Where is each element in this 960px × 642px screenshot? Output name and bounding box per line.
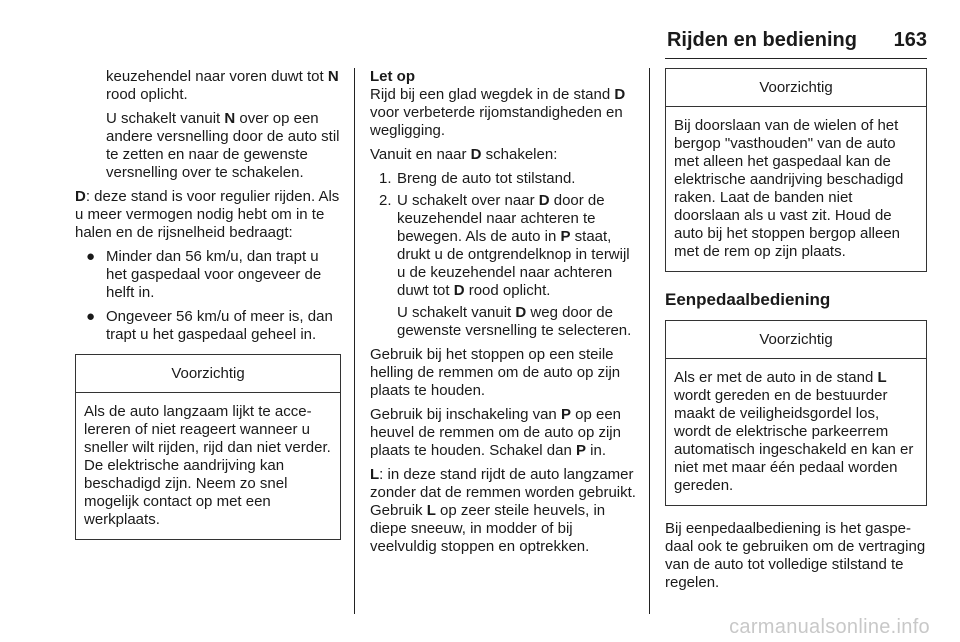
caution-body: Bij doorslaan van de wielen of het bergop "vasthouden" van de auto met alleen het gaspedaal kan de elektrische aandrijving beschadigd raken. Laat de banden niet doorslaan als u vast zit. Houd de auto bij het stoppen bergop alleen met de rem op zijn plaats. xyxy=(674,117,904,260)
column-1 xyxy=(75,68,341,550)
column-2 xyxy=(370,68,636,562)
shift-steps xyxy=(370,170,636,300)
list-item: ● Minder dan 56 km/u, dan trapt u het gaspedaal voor ongeveer de helft in. xyxy=(86,248,322,301)
column-divider-2 xyxy=(649,68,650,614)
page-header xyxy=(0,22,960,62)
steep-hill-paragraph: Gebruik bij het stoppen op een steile helling de remmen om de auto op zijn plaats te houden. xyxy=(370,346,621,399)
caution-title: Voorzichtig xyxy=(666,69,926,107)
bullet-icon: ● xyxy=(86,248,96,265)
page-number: 163 xyxy=(893,29,927,51)
caution-box xyxy=(665,68,927,272)
section-title: Rijden en bediening xyxy=(666,29,857,51)
switch-from-d-paragraph: U schakelt vanuit D weg door de gewenste versnelling te selecteren. xyxy=(397,304,632,339)
shift-intro: Vanuit en naar D schakelen: xyxy=(370,146,558,163)
continued-paragraph: keuzehendel naar voren duwt tot N rood oplicht. xyxy=(106,68,339,103)
list-item: 1. Breng de auto tot stilstand. xyxy=(379,170,576,187)
header-rule xyxy=(665,58,927,59)
column-3 xyxy=(665,68,927,598)
d-mode-paragraph: D: deze stand is voor regulier rijden. Als u meer vermogen nodig hebt om in te halen en de rijsnelheid bedraagt: xyxy=(75,188,340,241)
l-mode-paragraph: L: in deze stand rijdt de auto langzamer zonder dat de remmen worden gebruikt. Gebruik L op zeer steile heuvels, in diepe sneeuw, in modder of bij veelvuldig stoppen en optrekken. xyxy=(370,466,636,555)
list-item: 2. U schakelt over naar D door de keuzehendel naar achteren te bewegen. Als de auto in P staat, drukt u de ontgrendelknop in terwijl u de keuzehendel naar achteren duwt tot D rood oplicht. xyxy=(379,192,630,299)
one-pedal-paragraph: Bij eenpedaalbediening is het gaspedaal ook te gebruiken om de vertraging van de auto tot volledige stilstand te regelen. xyxy=(665,520,926,591)
section-heading: Eenpedaalbediening xyxy=(665,290,831,309)
caution-box xyxy=(75,354,341,540)
bullet-icon: ● xyxy=(86,308,96,325)
speed-bullet-list xyxy=(75,248,341,344)
caution-title: Voorzichtig xyxy=(76,355,340,393)
note-label: Let op xyxy=(370,68,415,85)
caution-body: Als er met de auto in de stand L wordt gereden en de bestuurder maakt de veiligheidsgordel los, wordt de elektrische parkeerrem automatisch ingeschakeld en kan er niet met maar één pedaal worden gereden. xyxy=(674,369,914,494)
note-paragraph: Rijd bij een glad wegdek in de stand D voor verbeterde rijomstandigheden en wegligging. xyxy=(370,86,626,139)
switch-from-n-paragraph: U schakelt vanuit N over op een andere versnelling door de auto stil te zetten en naar de gewenste versnelling over te schakelen. xyxy=(106,110,340,181)
watermark-text: carmanualsonline.info xyxy=(729,616,930,638)
park-on-hill-paragraph: Gebruik bij inschakeling van P op een heuvel de remmen om de auto op zijn plaats te houden. Schakel dan P in. xyxy=(370,406,621,459)
caution-body: Als de auto langzaam lijkt te accelereren of niet reageert wanneer u sneller wilt rijden, rijd dan niet verder. De elektrische aandrijving kan beschadigd zijn. Neem zo snel mogelijk contact op met een werkplaats. xyxy=(84,403,331,528)
caution-title: Voorzichtig xyxy=(666,321,926,359)
column-divider-1 xyxy=(354,68,355,614)
caution-box xyxy=(665,320,927,506)
list-item: ● Ongeveer 56 km/u of meer is, dan trapt u het gaspedaal geheel in. xyxy=(86,308,333,343)
